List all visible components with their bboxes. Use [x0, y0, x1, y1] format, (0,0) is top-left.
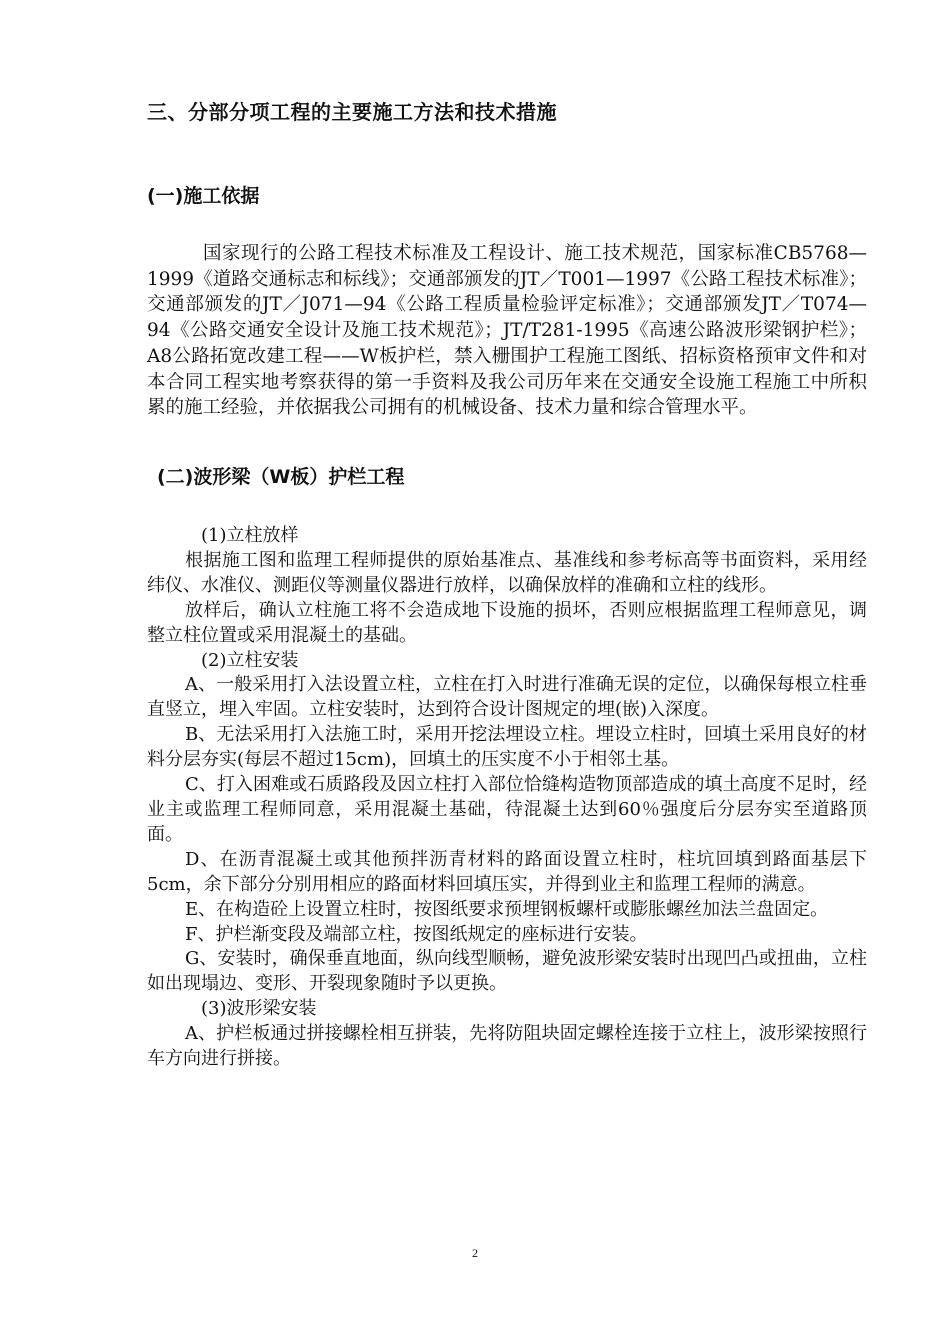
subheading: (1)立柱放样 [201, 525, 299, 546]
body-paragraph: 根据施工图和监理工程师提供的原始基准点、基准线和参考标高等书面资料，采用经纬仪、水准仪、测距仪等测量仪器进行放样，以确保放样的准确和立柱的线形。 [147, 549, 867, 596]
subheading: (2)立柱安装 [201, 649, 299, 671]
guardrail-body [147, 524, 867, 1072]
body-paragraph: B、无法采用打入法施工时，采用开挖法埋设立柱。埋设立柱时，回填土采用良好的材料分层夯实(每层不超过15cm)，回填土的压实度不小于相邻土基。 [147, 724, 867, 771]
body-paragraph: G、安装时，确保垂直地面，纵向线型顺畅，避免波形梁安装时出现凹凸或扭曲，立柱如出现塌边、变形、开裂现象随时予以更换。 [147, 948, 867, 995]
subheading: (3)波形梁安装 [201, 998, 317, 1020]
body-paragraph: A、一般采用打入法设置立柱，立柱在打入时进行准确无误的定位，以确保每根立柱垂直竖立，埋入牢固。立柱安装时，达到符合设计图规定的埋(嵌)入深度。 [147, 674, 867, 721]
body-paragraph: C、打入困难或石质路段及因立柱打入部位恰缝构造物顶部造成的填土高度不足时，经业主或监理工程师同意，采用混凝土基础，待混凝土达到60％强度后分层夯实至道路顶面。 [147, 774, 867, 845]
section-title-guardrail: (二)波形梁（W板）护栏工程 [157, 466, 405, 488]
main-heading: 三、分部分项工程的主要施工方法和技术措施 [147, 100, 557, 124]
section-title-basis: (一)施工依据 [147, 185, 260, 207]
body-paragraph: D、在沥青混凝土或其他预拌沥青材料的路面设置立柱时，柱坑回填到路面基层下5cm，余下部分分别用相应的路面材料回填压实，并得到业主和监理工程师的满意。 [147, 848, 867, 895]
body-paragraph: E、在构造砼上设置立柱时，按图纸要求预埋钢板螺杆或膨胀螺丝加法兰盘固定。 [185, 898, 829, 920]
basis-paragraph: 国家现行的公路工程技术标准及工程设计、施工技术规范，国家标准CB5768—1999《道路交通标志和标线》；交通部颁发的JT／T001—1997《公路工程技术标准》；交通部颁发的JT／J071—94《公路工程质量检验评定标准》；交通部颁发JT／T074—94《公路交通安全设计及施工技术规范》；JT/T281-1995《高速公路波形梁钢护栏》；A8公路拓宽改建工程——W板护栏，禁入栅围护工程施工图纸、招标资格预审文件和对本合同工程实地考察获得的第一手资料及我公司历年来在交通安全设施工程施工中所积累的施工经验，并依据我公司拥有的机械设备、技术力量和综合管理水平。 [147, 243, 867, 419]
body-paragraph: F、护栏渐变段及端部立柱，按图纸规定的座标进行安装。 [185, 923, 648, 945]
body-paragraph: 放样后，确认立柱施工将不会造成地下设施的损坏，否则应根据监理工程师意见，调整立柱位置或采用混凝土的基础。 [147, 599, 867, 646]
page-number: 2 [472, 1246, 478, 1260]
body-paragraph: A、护栏板通过拼接螺栓相互拼装，先将防阻块固定螺栓连接于立柱上，波形梁按照行车方向进行拼接。 [147, 1023, 867, 1070]
